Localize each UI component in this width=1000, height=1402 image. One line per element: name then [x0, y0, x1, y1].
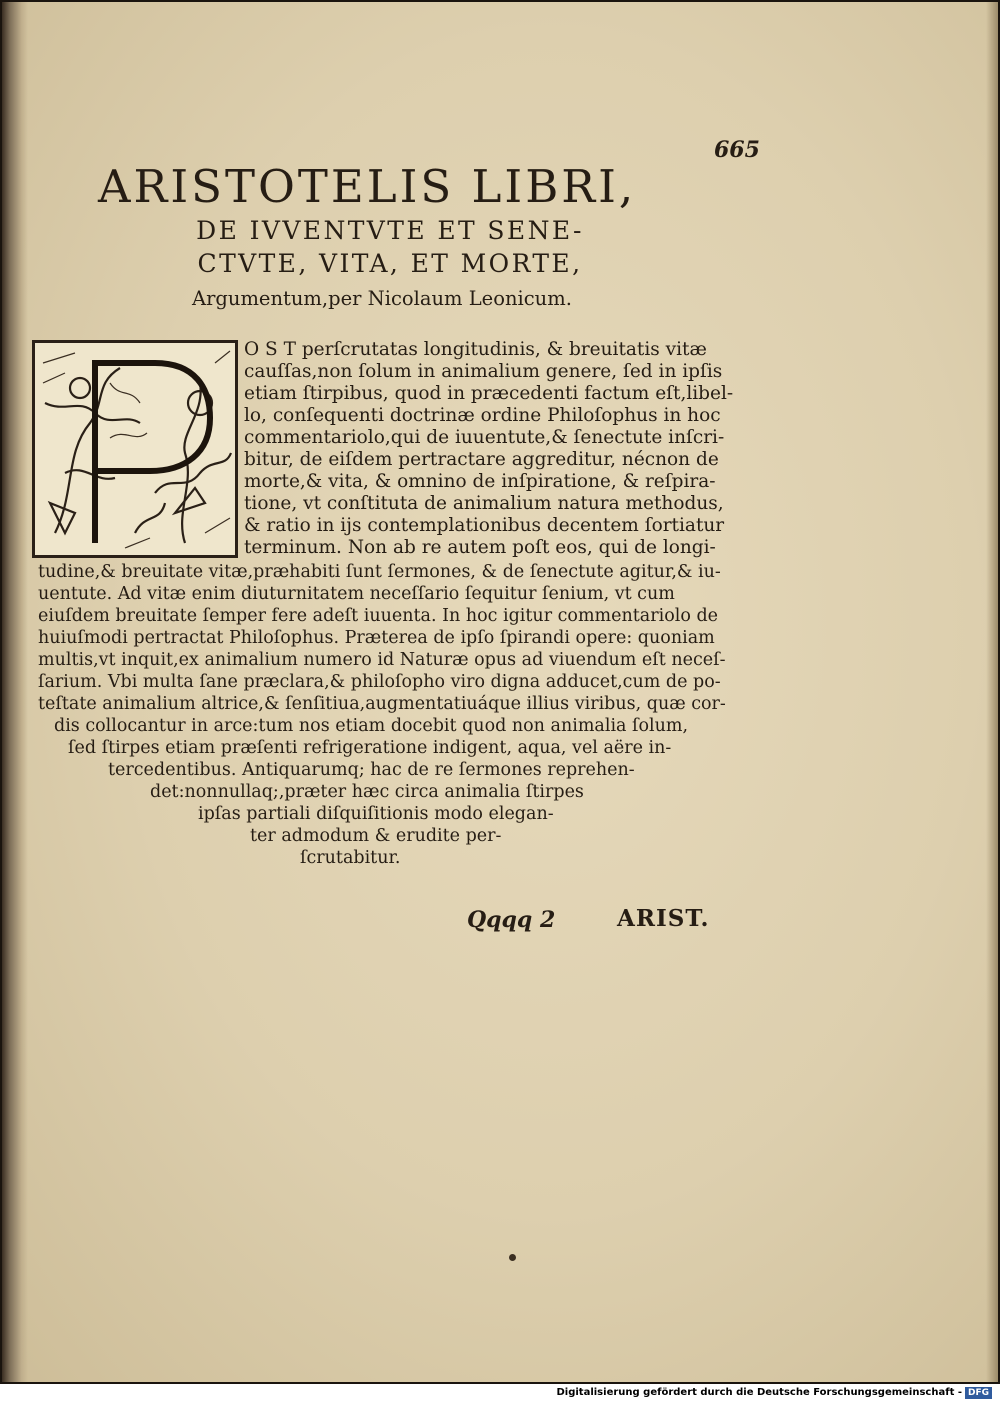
body-line: ſed ſtirpes etiam præſenti refrigeratione indigent, aqua, vel aëre in-: [68, 738, 672, 758]
binding-spine: [2, 2, 28, 1382]
body-line: lo, conſequenti doctrinæ ordine Philoſophus in hoc: [244, 405, 721, 426]
signature-mark: Qqqq 2: [467, 907, 556, 933]
dfg-logo: DFG: [965, 1387, 992, 1399]
catchword: ARIST.: [617, 905, 710, 932]
body-line: bitur, de eiſdem pertractare aggreditur, nécnon de: [244, 449, 719, 470]
title-sub: [130, 214, 650, 280]
body-line: eiuſdem breuitate ſemper fere adeſt iuuenta. In hoc igitur commentariolo de: [38, 606, 718, 626]
title-sub-line2: CTVTE, VITA, ET MORTE,: [197, 249, 583, 278]
digitization-credit: Digitalisierung gefördert durch die Deutsche Forschungsgemeinschaft -: [556, 1387, 962, 1398]
body-line: terminum. Non ab re autem poſt eos, qui de longi-: [244, 537, 716, 558]
body-line: uentute. Ad vitæ enim diuturnitatem neceſſario ſequitur ſenium, vt cum: [38, 584, 675, 604]
book-page: [2, 2, 998, 1382]
body-line: ſcrutabitur.: [300, 848, 401, 868]
body-line: tione, vt conſtituta de animalium natura methodus,: [244, 493, 724, 514]
body-line: tudine,& breuitate vitæ,præhabiti ſunt ſermones, & de ſenectute agitur,& iu-: [38, 562, 721, 582]
page-edge: [986, 2, 998, 1382]
body-line: etiam ſtirpibus, quod in præcedenti factum eſt,libel-: [244, 383, 734, 404]
body-line: det:nonnullaq;,præter hæc circa animalia ſtirpes: [150, 782, 584, 802]
body-line: morte,& vita, & omnino de inſpiratione, & reſpira-: [244, 471, 716, 492]
decorated-initial-p-image: [32, 340, 238, 558]
body-line: tercedentibus. Antiquarumq; hac de re ſermones reprehen-: [108, 760, 635, 780]
body-line: ipſas partiali diſquiſitionis modo elegan-: [198, 804, 554, 824]
body-line: ter admodum & erudite per-: [250, 826, 502, 846]
body-line: commentariolo,qui de iuuentute,& ſenectute inſcri-: [244, 427, 725, 448]
body-line: teſtate animalium altrice,& ſenſitiua,augmentatiuáque illius viribus, quæ cor-: [38, 694, 726, 714]
body-line: ſarium. Vbi multa ſane præclara,& philoſopho viro digna adducet,cum de po-: [38, 672, 721, 692]
body-line: & ratio in ijs contemplationibus decentem ſortiatur: [244, 515, 725, 536]
paper-mark: [509, 1254, 516, 1261]
body-line: huiuſmodi pertractat Philoſophus. Præterea de ipſo ſpirandi opere: quoniam: [38, 628, 715, 648]
body-line: dis collocantur in arce:tum nos etiam docebit quod non animalia ſolum,: [54, 716, 689, 736]
title-main: ARISTOTELIS LIBRI,: [98, 160, 637, 213]
digitization-credit-bar: [0, 1384, 1000, 1402]
body-line: multis,vt inquit,ex animalium numero id Naturæ opus ad viuendum eſt neceſ-: [38, 650, 726, 670]
argument-heading: Argumentum,per Nicolaum Leonicum.: [192, 287, 572, 310]
page-number: 665: [714, 137, 760, 163]
title-sub-line1: DE IVVENTVTE ET SENE-: [196, 216, 584, 245]
body-line: O S T perſcrutatas longitudinis, & breuitatis vitæ: [244, 339, 707, 360]
body-line: cauſſas,non ſolum in animalium genere, ſed in ipſis: [244, 361, 723, 382]
